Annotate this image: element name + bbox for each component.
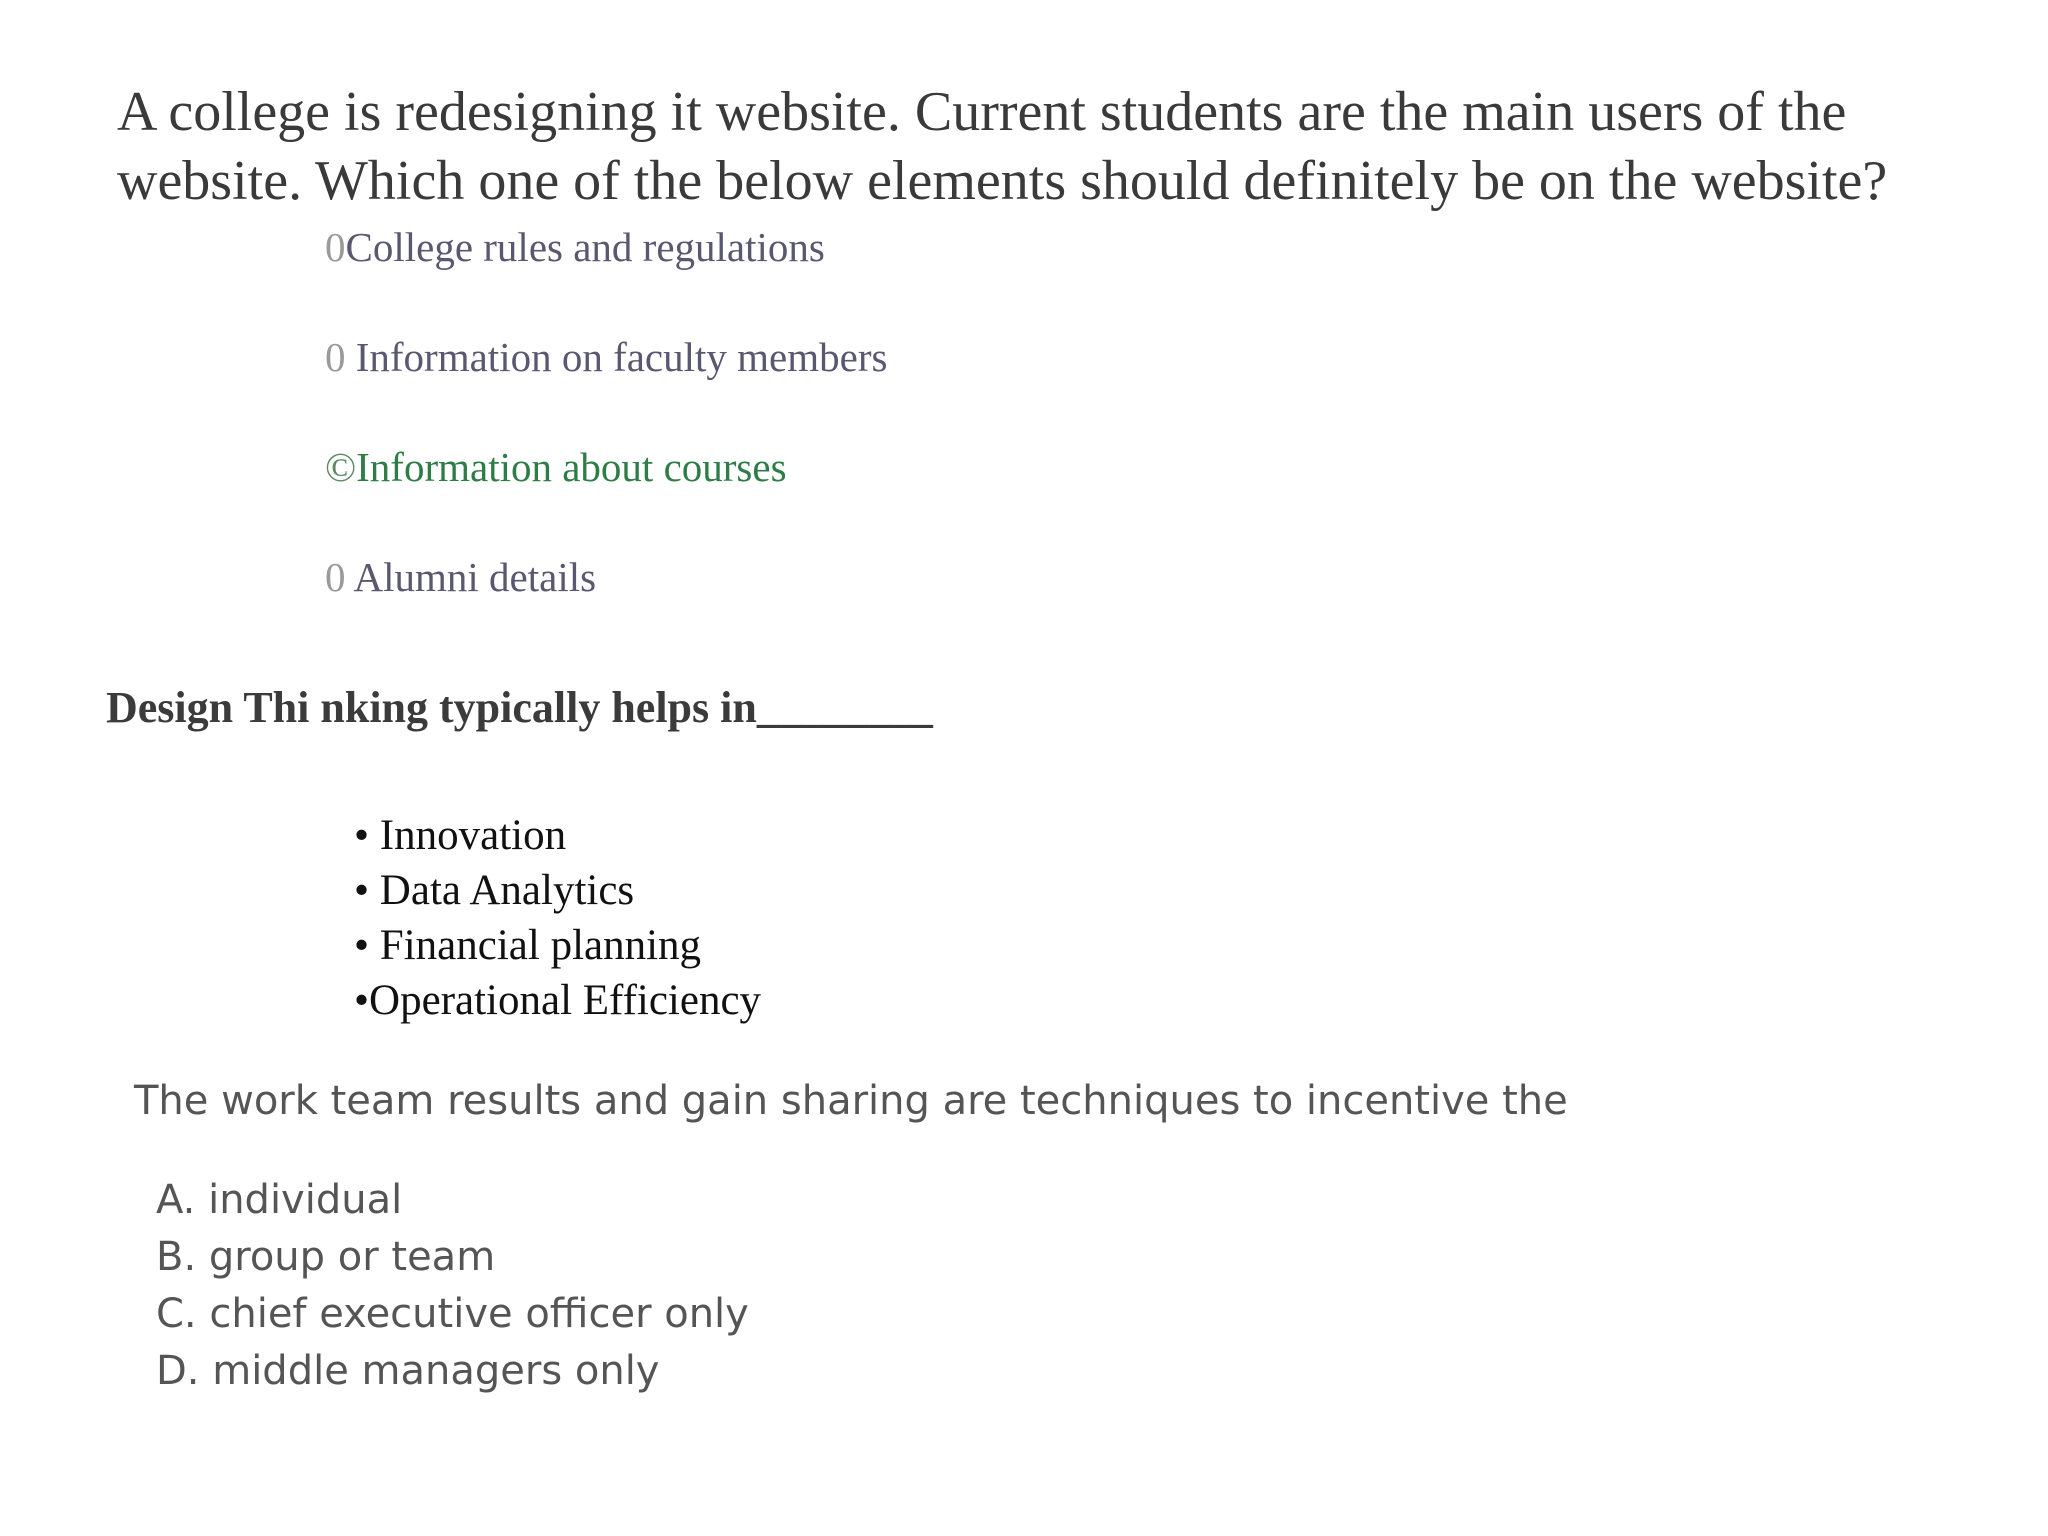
question-1-option-b[interactable] — [325, 332, 887, 382]
question-2-option-a: • Innovation — [354, 812, 567, 859]
question-2-option-b: • Data Analytics — [354, 867, 635, 914]
option-label: Information about courses — [356, 444, 787, 490]
question-3-option-d: D. middle managers only — [156, 1348, 660, 1394]
option-label: Information on faculty members — [355, 334, 888, 380]
question-3-option-a: A. individual — [156, 1177, 403, 1223]
question-2-option-c: • Financial planning — [354, 922, 702, 969]
radio-selected-icon[interactable]: © — [325, 444, 357, 490]
question-2-options — [354, 808, 761, 1028]
option-label: College rules and regulations — [345, 224, 825, 270]
question-1-option-c[interactable] — [325, 442, 787, 492]
question-2-text: Design Thi nking typically helps in________ — [106, 683, 933, 732]
question-3-options — [156, 1172, 749, 1400]
radio-unselected-icon[interactable]: 0 — [325, 554, 354, 600]
question-1-line-1: A college is redesigning it website. Current students are the main users of the — [117, 81, 1847, 143]
radio-unselected-icon[interactable]: 0 — [325, 334, 356, 380]
question-1-option-a[interactable] — [325, 222, 825, 272]
question-3-text: The work team results and gain sharing are techniques to incentive the — [134, 1078, 1568, 1124]
question-3-option-b: B. group or team — [156, 1234, 496, 1280]
option-label: Alumni details — [353, 554, 597, 600]
question-3-option-c: C. chief executive officer only — [156, 1291, 749, 1337]
radio-unselected-icon[interactable]: 0 — [325, 224, 346, 270]
question-1-line-2: website. Which one of the below elements should definitely be on the website? — [117, 150, 1888, 212]
question-2-option-d: •Operational Efficiency — [354, 977, 762, 1024]
question-1-text — [117, 78, 2017, 216]
question-1-option-d[interactable] — [325, 552, 596, 602]
